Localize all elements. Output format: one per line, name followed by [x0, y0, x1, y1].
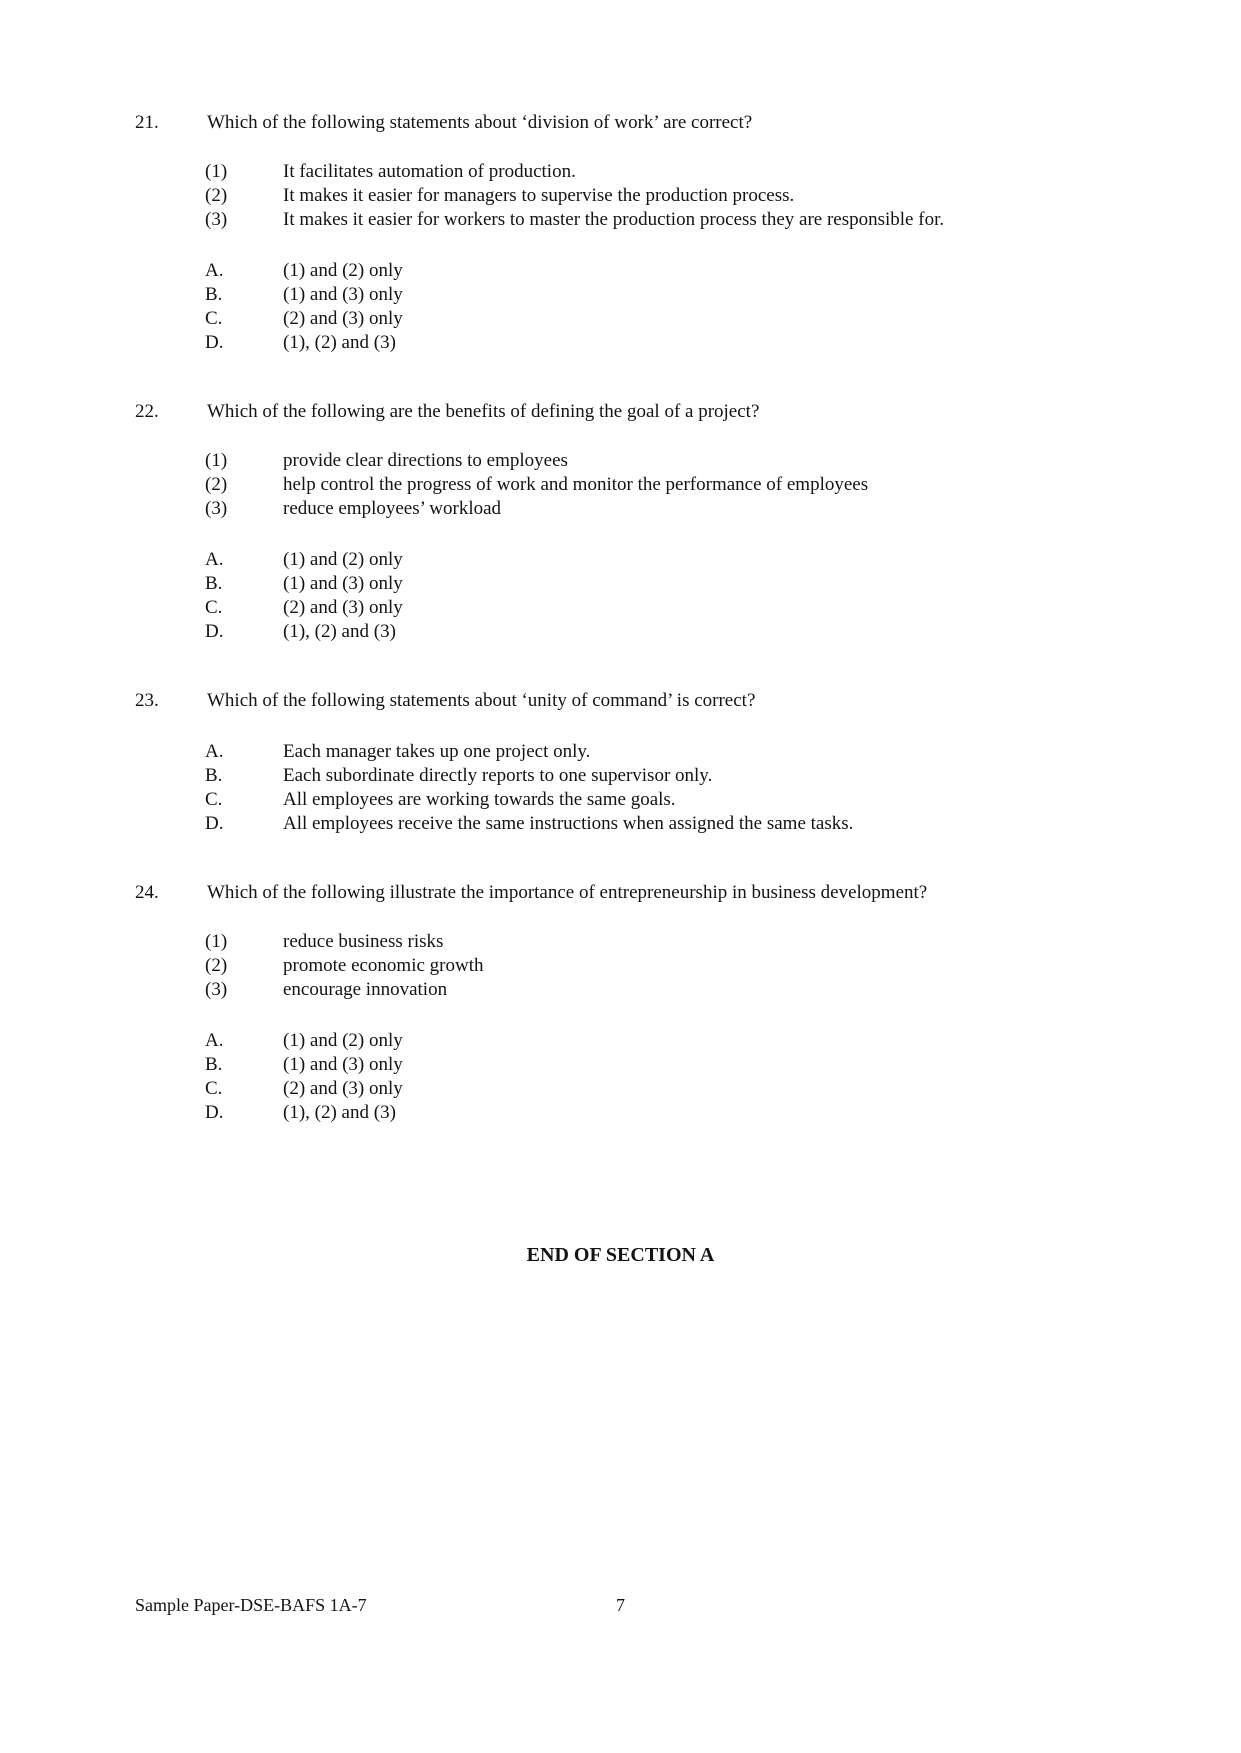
statement-text: It makes it easier for managers to supervise the production process. — [283, 185, 795, 206]
statement-item — [205, 978, 1130, 1002]
question-text: Which of the following statements about ‘unity of command’ is correct? — [207, 690, 756, 711]
option-list — [205, 1029, 1130, 1125]
statement-text: promote economic growth — [283, 955, 484, 976]
statement-item — [205, 473, 1130, 497]
option-text: (1) and (3) only — [283, 1054, 403, 1075]
question-number: 24. — [135, 882, 159, 903]
option-label: D. — [205, 813, 224, 834]
end-of-section-note: END OF SECTION A — [526, 1244, 715, 1266]
statement-text: It makes it easier for workers to master the production process they are responsible for. — [283, 209, 945, 230]
option-text: Each subordinate directly reports to one supervisor only. — [283, 765, 713, 786]
statement-text: It facilitates automation of production. — [283, 161, 576, 182]
option-text: (1), (2) and (3) — [283, 621, 396, 642]
statement-list — [205, 449, 1130, 521]
option-text: (2) and (3) only — [283, 597, 403, 618]
statement-list — [205, 930, 1130, 1002]
statement-text: help control the progress of work and monitor the performance of employees — [283, 474, 869, 495]
option-text: (1), (2) and (3) — [283, 332, 396, 353]
statement-label: (2) — [205, 185, 228, 206]
question-text: Which of the following statements about ‘division of work’ are correct? — [207, 112, 753, 133]
option-b — [205, 764, 1130, 788]
question-number: 22. — [135, 401, 159, 422]
option-d — [205, 812, 1130, 836]
option-c — [205, 596, 1130, 620]
footer-page-number: 7 — [616, 1595, 625, 1615]
option-label: D. — [205, 1102, 224, 1123]
statement-item — [205, 184, 1130, 208]
option-text: All employees are working towards the same goals. — [283, 789, 676, 810]
option-label: C. — [205, 308, 223, 329]
statement-item — [205, 449, 1130, 473]
option-label: C. — [205, 597, 223, 618]
option-text: (1) and (3) only — [283, 573, 403, 594]
statement-text: provide clear directions to employees — [283, 450, 568, 471]
statement-item — [205, 497, 1130, 521]
option-text: (1) and (2) only — [283, 260, 403, 281]
question-24 — [135, 881, 1130, 1125]
statement-text: reduce employees’ workload — [283, 498, 502, 519]
option-label: D. — [205, 621, 224, 642]
question-number: 21. — [135, 112, 159, 133]
statement-item — [205, 160, 1130, 184]
question-23 — [135, 689, 1130, 836]
statement-label: (1) — [205, 161, 228, 182]
question-22 — [135, 400, 1130, 644]
question-text: Which of the following illustrate the importance of entrepreneurship in business development? — [207, 882, 928, 903]
statement-label: (2) — [205, 955, 228, 976]
option-d — [205, 1101, 1130, 1125]
option-a — [205, 259, 1130, 283]
option-label: B. — [205, 573, 223, 594]
option-d — [205, 331, 1130, 355]
footer-paper-id: Sample Paper-DSE-BAFS 1A-7 — [135, 1595, 367, 1615]
question-21 — [135, 111, 1130, 355]
option-text: (1) and (3) only — [283, 284, 403, 305]
option-text: (2) and (3) only — [283, 308, 403, 329]
option-label: C. — [205, 1078, 223, 1099]
option-label: B. — [205, 284, 223, 305]
statement-item — [205, 208, 1130, 232]
statement-label: (3) — [205, 498, 228, 519]
option-c — [205, 1077, 1130, 1101]
option-label: B. — [205, 1054, 223, 1075]
question-text: Which of the following are the benefits of defining the goal of a project? — [207, 401, 760, 422]
option-text: (1), (2) and (3) — [283, 1102, 396, 1123]
option-text: All employees receive the same instructions when assigned the same tasks. — [283, 813, 854, 834]
statement-text: encourage innovation — [283, 979, 448, 1000]
option-text: Each manager takes up one project only. — [283, 741, 591, 762]
option-list — [205, 740, 1130, 836]
statement-label: (1) — [205, 931, 228, 952]
statement-label: (3) — [205, 979, 228, 1000]
option-label: C. — [205, 789, 223, 810]
statement-item — [205, 930, 1130, 954]
statement-label: (1) — [205, 450, 228, 471]
option-text: (1) and (2) only — [283, 1030, 403, 1051]
option-text: (2) and (3) only — [283, 1078, 403, 1099]
option-text: (1) and (2) only — [283, 549, 403, 570]
statement-list — [205, 160, 1130, 232]
option-label: D. — [205, 332, 224, 353]
option-list — [205, 548, 1130, 644]
option-b — [205, 283, 1130, 307]
option-d — [205, 620, 1130, 644]
option-label: A. — [205, 260, 224, 281]
statement-label: (2) — [205, 474, 228, 495]
statement-item — [205, 954, 1130, 978]
option-a — [205, 548, 1130, 572]
option-label: B. — [205, 765, 223, 786]
option-label: A. — [205, 741, 224, 762]
option-list — [205, 259, 1130, 355]
statement-label: (3) — [205, 209, 228, 230]
question-number: 23. — [135, 690, 159, 711]
option-a — [205, 740, 1130, 764]
option-label: A. — [205, 1030, 224, 1051]
statement-text: reduce business risks — [283, 931, 444, 952]
option-c — [205, 788, 1130, 812]
option-b — [205, 1053, 1130, 1077]
option-b — [205, 572, 1130, 596]
option-a — [205, 1029, 1130, 1053]
option-label: A. — [205, 549, 224, 570]
option-c — [205, 307, 1130, 331]
